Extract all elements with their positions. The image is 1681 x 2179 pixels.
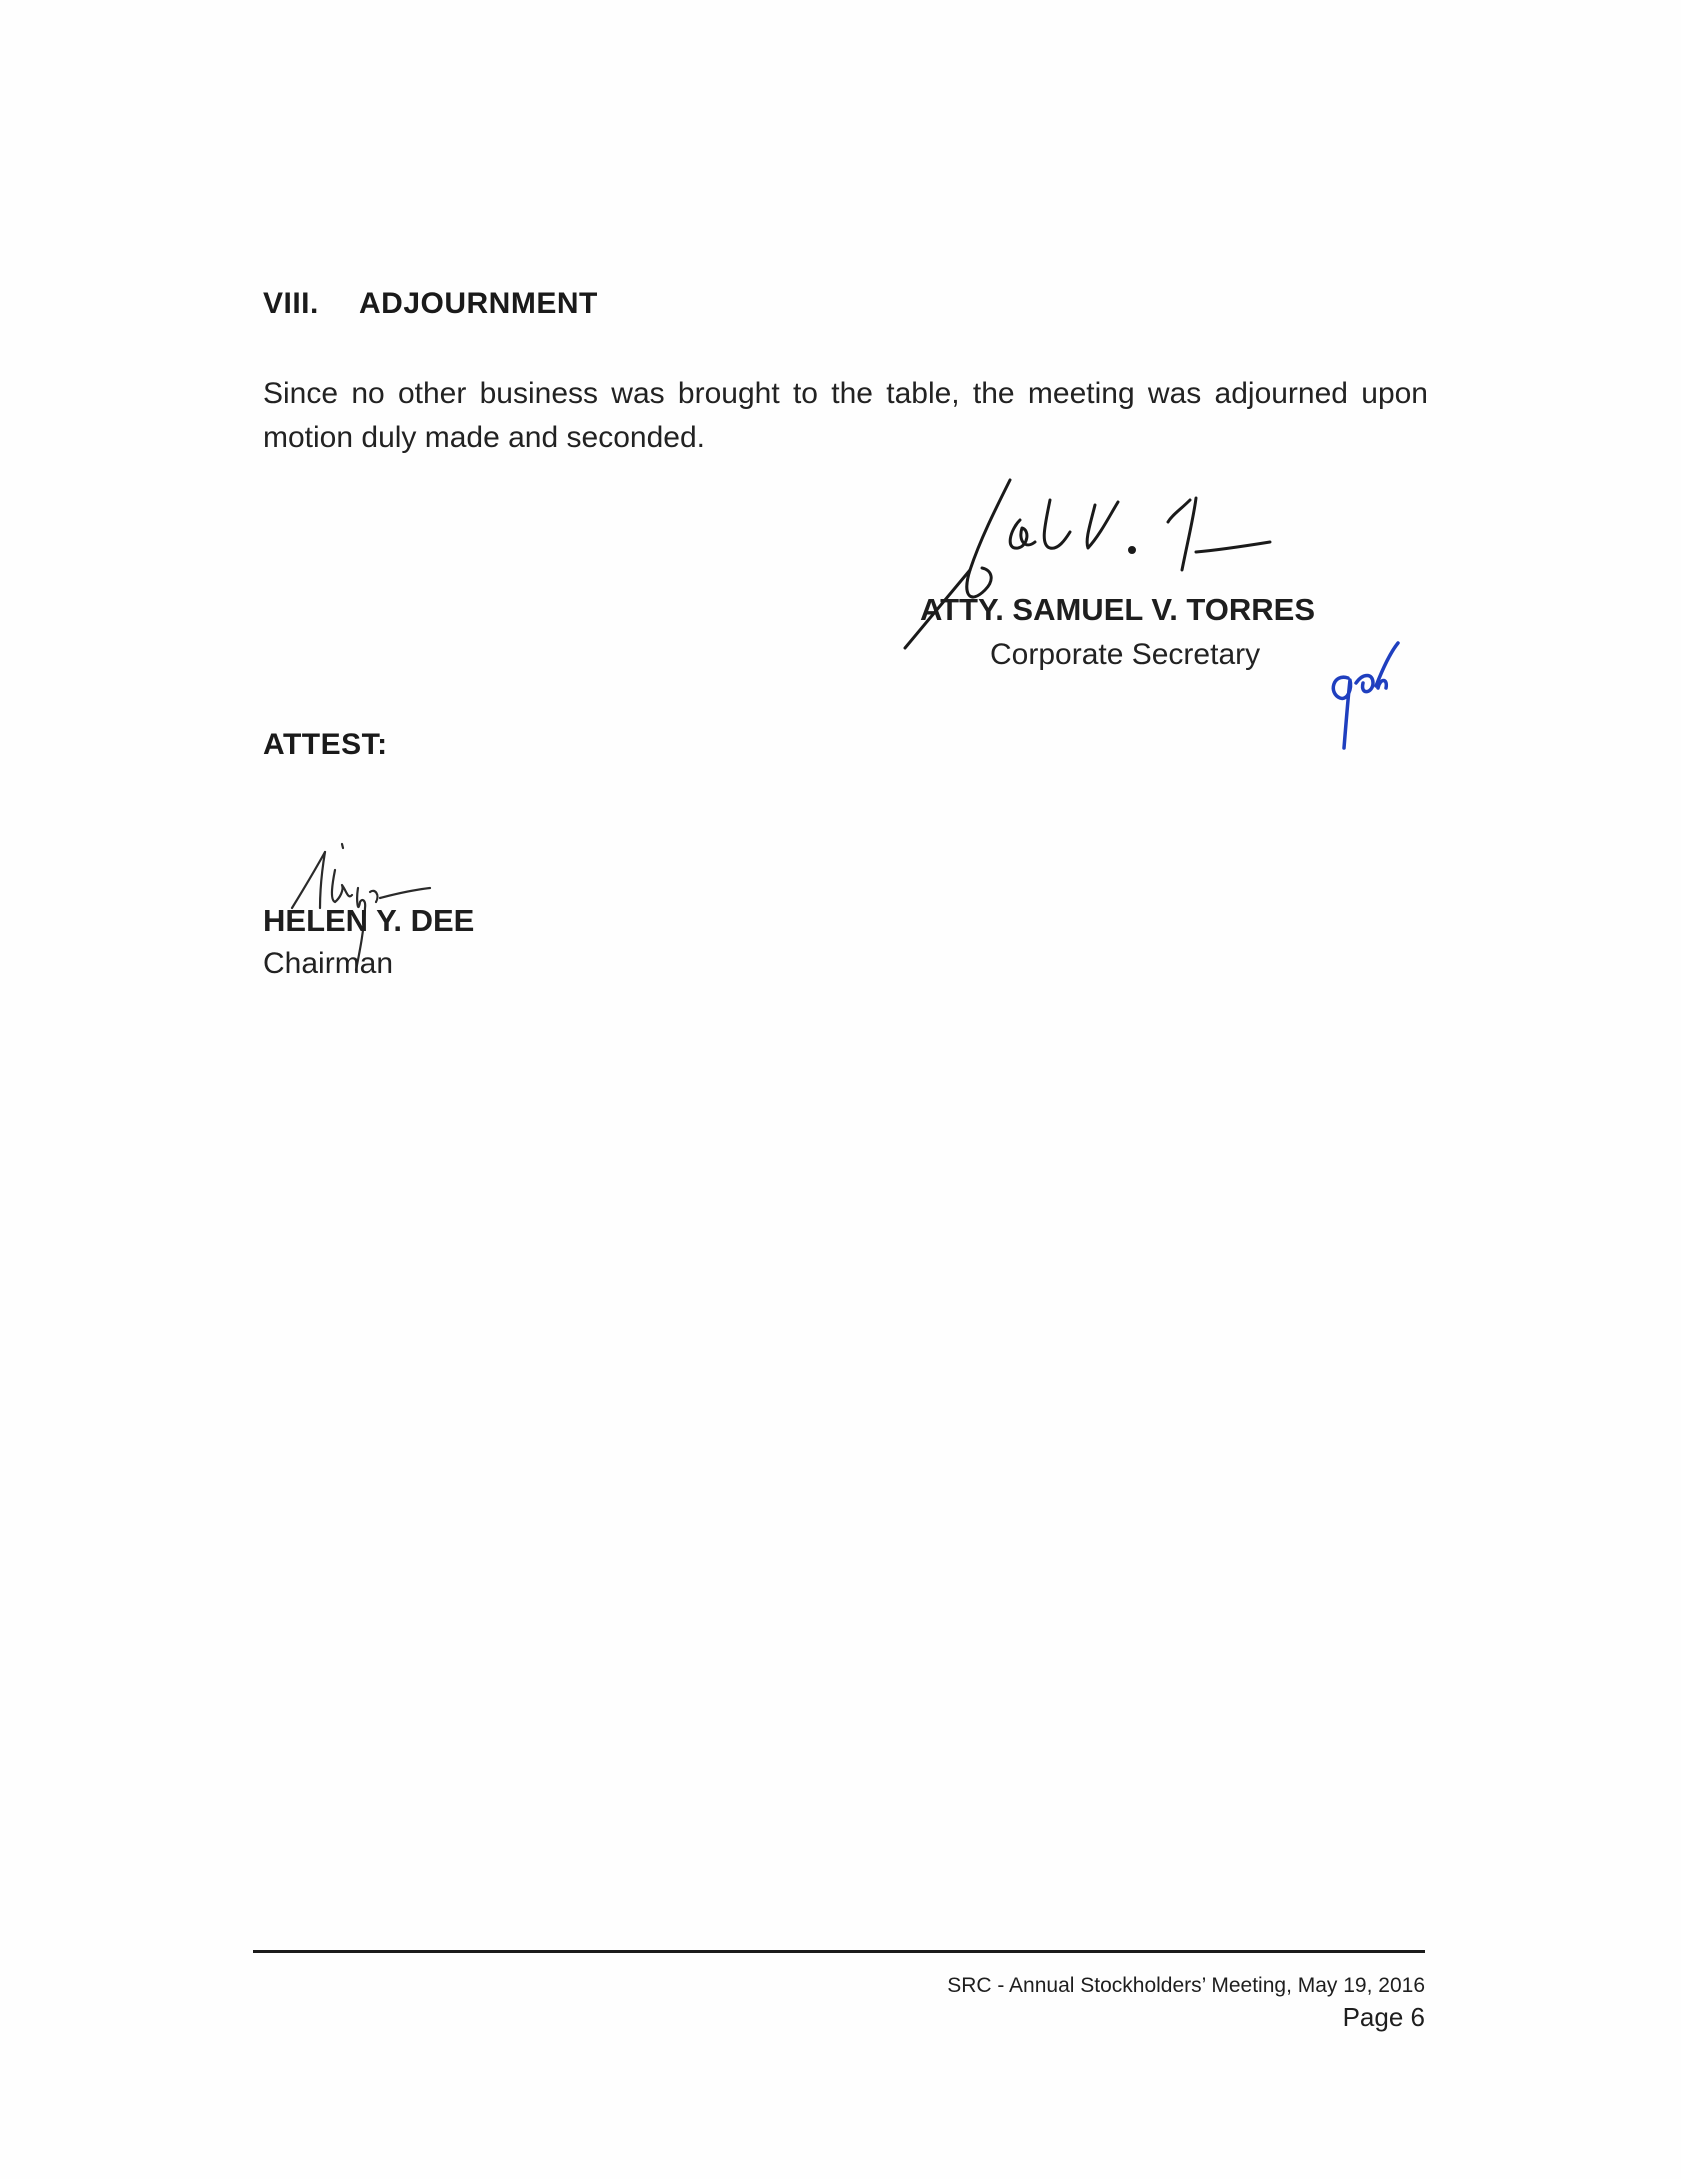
chairman-name: HELEN Y. DEE — [263, 903, 475, 938]
chairman-title: Chairman — [263, 947, 394, 980]
secretary-title: Corporate Secretary — [990, 638, 1261, 671]
footer-document-title: SRC - Annual Stockholders’ Meeting, May 19, 2016 — [947, 1974, 1425, 1997]
footer-divider — [253, 1950, 1425, 1953]
chairman-signature-block — [263, 903, 474, 981]
secretary-signature-block — [920, 592, 1370, 672]
page-footer — [947, 1974, 1425, 2033]
footer-page-number: Page 6 — [1342, 2002, 1425, 2032]
section-title: ADJOURNMENT — [359, 287, 598, 320]
secretary-name: ATTY. SAMUEL V. TORRES — [920, 592, 1316, 627]
attest-label: ATTEST: — [263, 728, 388, 761]
adjournment-paragraph: Since no other business was brought to the table, the meeting was adjourned upon motion duly made and seconded. — [263, 377, 1428, 454]
section-number: VIII. — [263, 287, 319, 320]
section-heading — [263, 287, 598, 321]
